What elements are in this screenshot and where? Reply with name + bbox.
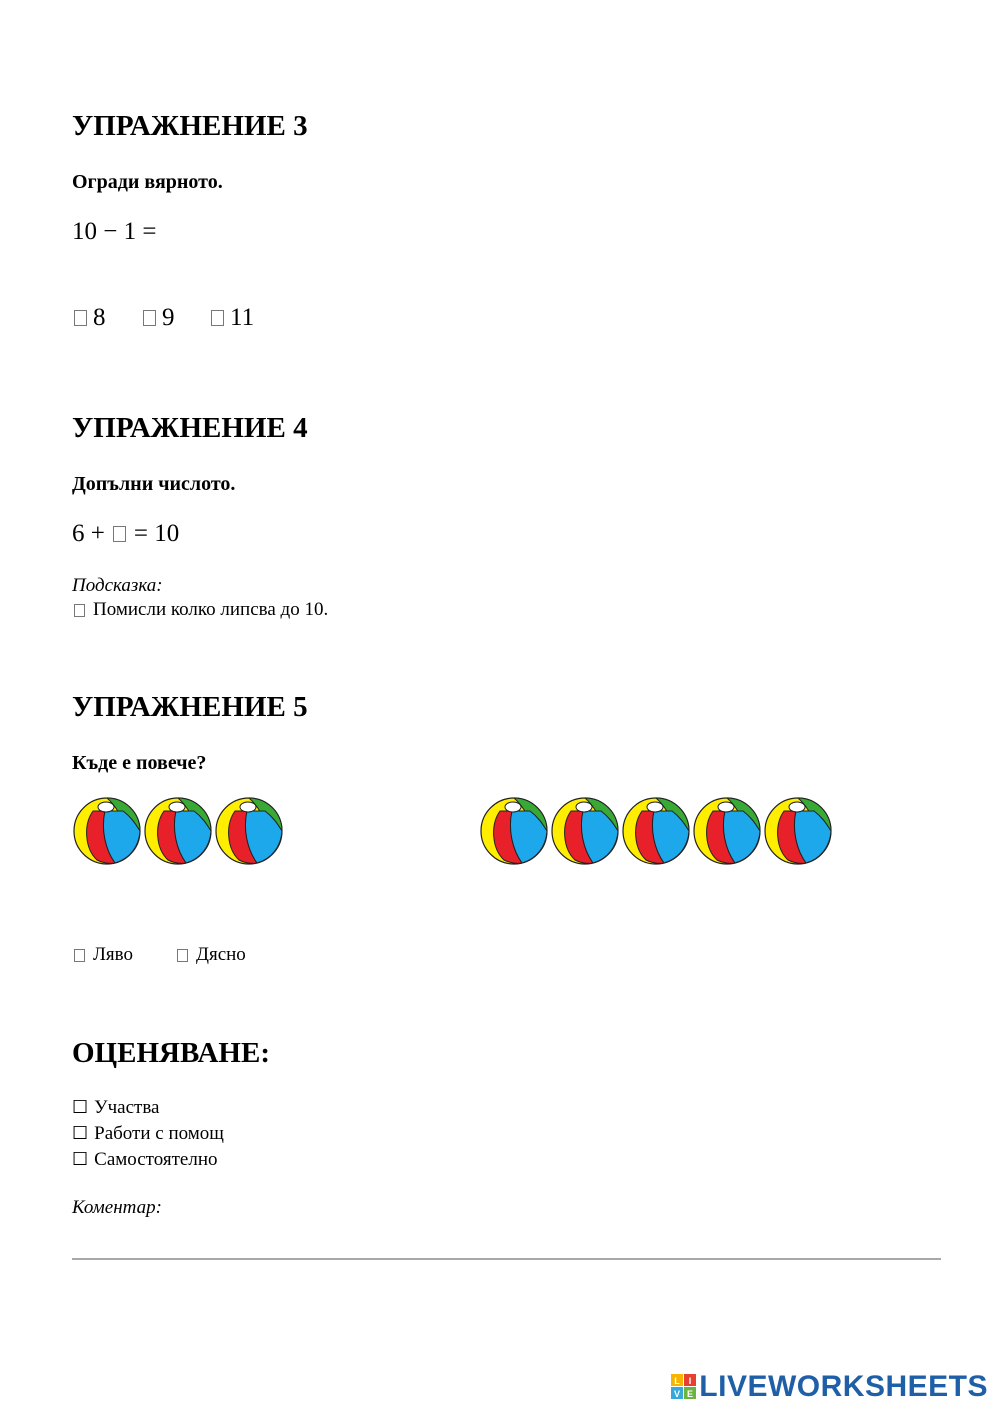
brand-name: LIVEWORKSHEETS	[699, 1370, 988, 1403]
answer-checkbox[interactable]	[211, 310, 224, 326]
option-label: Дясно	[196, 944, 246, 965]
equation-left: 6 +	[72, 520, 105, 547]
assessment-title: ОЦЕНЯВАНЕ:	[72, 1037, 270, 1069]
beach-ball-right	[693, 797, 761, 865]
beach-ball-left	[215, 797, 283, 865]
liveworksheets-icon	[671, 1374, 697, 1400]
beach-ball-left	[144, 797, 212, 865]
exercise-4-equation	[72, 520, 179, 548]
beach-ball-right	[480, 797, 548, 865]
exercise-3-equation: 10 − 1 =	[72, 218, 157, 245]
beach-ball-right	[764, 797, 832, 865]
checkbox-icon[interactable]: ☐	[72, 1097, 89, 1118]
beach-ball-right	[622, 797, 690, 865]
answer-checkbox[interactable]	[143, 310, 156, 326]
option-label: Ляво	[93, 944, 133, 965]
exercise-3-option-8[interactable]	[74, 304, 106, 332]
equation-right: = 10	[133, 520, 180, 547]
answer-checkbox[interactable]	[74, 310, 87, 326]
hint-text: Помисли колко липсва до 10.	[93, 599, 329, 620]
assessment-item-with-help[interactable]	[72, 1123, 224, 1145]
exercise-3-title: УПРАЖНЕНИЕ 3	[72, 110, 308, 142]
icon-letter: V	[674, 1389, 681, 1399]
hint-bullet-icon	[74, 604, 85, 617]
icon-letter: L	[674, 1376, 681, 1386]
icon-letter: I	[689, 1376, 692, 1386]
liveworksheets-logo	[671, 1372, 988, 1402]
hint-row	[74, 599, 328, 621]
assessment-item-label: Самостоятелно	[94, 1149, 218, 1170]
answer-checkbox[interactable]	[177, 949, 188, 962]
exercise-5-option-right[interactable]	[177, 944, 246, 966]
missing-number-box[interactable]	[113, 526, 126, 542]
comment-line[interactable]	[72, 1258, 941, 1260]
answer-checkbox[interactable]	[74, 949, 85, 962]
assessment-item-label: Работи с помощ	[94, 1123, 224, 1144]
exercise-5-instruction: Къде е повече?	[72, 752, 207, 774]
checkbox-icon[interactable]: ☐	[72, 1149, 89, 1170]
checkbox-icon[interactable]: ☐	[72, 1123, 89, 1144]
option-label: 9	[162, 304, 175, 331]
beach-ball-left	[73, 797, 141, 865]
option-label: 8	[93, 304, 106, 331]
exercise-5-option-left[interactable]	[74, 944, 133, 966]
comment-label: Коментар:	[72, 1197, 162, 1218]
exercise-4-title: УПРАЖНЕНИЕ 4	[72, 412, 308, 444]
exercise-3-option-9[interactable]	[143, 304, 175, 332]
exercise-3-option-11[interactable]	[211, 304, 254, 332]
option-label: 11	[230, 304, 255, 331]
exercise-4-instruction: Допълни числото.	[72, 473, 236, 495]
assessment-item-label: Участва	[94, 1097, 160, 1118]
icon-letter: E	[687, 1389, 694, 1399]
assessment-item-participates[interactable]	[72, 1097, 159, 1119]
beach-ball-right	[551, 797, 619, 865]
exercise-3-instruction: Огради вярното.	[72, 171, 223, 193]
hint-label: Подсказка:	[72, 575, 163, 596]
exercise-5-title: УПРАЖНЕНИЕ 5	[72, 691, 308, 723]
assessment-item-independent[interactable]	[72, 1149, 218, 1171]
